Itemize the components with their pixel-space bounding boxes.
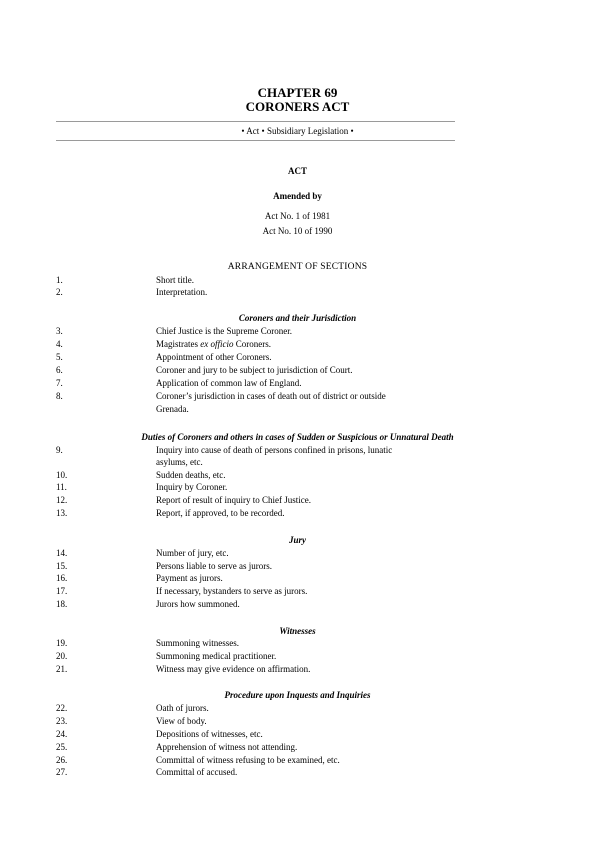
section-number: 14. <box>56 548 68 558</box>
section-link[interactable]: Magistrates ex officio Coroners. <box>156 339 271 349</box>
section-link-continued[interactable]: Grenada. <box>156 404 189 414</box>
section-link[interactable]: Report, if approved, to be recorded. <box>156 508 285 518</box>
section-link[interactable]: Inquiry by Coroner. <box>156 482 228 492</box>
section-link[interactable]: Jurors how summoned. <box>156 599 240 609</box>
section-link[interactable]: Appointment of other Coroners. <box>156 352 272 362</box>
section-number: 12. <box>56 495 68 505</box>
section-link-continued[interactable]: asylums, etc. <box>156 457 203 467</box>
group-heading: Jury <box>288 535 306 545</box>
section-link[interactable]: View of body. <box>156 716 207 726</box>
nav-bullet: • <box>241 126 245 136</box>
section-number: 4. <box>56 339 63 349</box>
amending-act: Act No. 1 of 1981 <box>264 211 331 221</box>
nav-bullet: • <box>350 126 354 136</box>
section-link[interactable]: Depositions of witnesses, etc. <box>156 729 263 739</box>
group-heading: Duties of Coroners and others in cases of Sudden or Suspicious or Unnatural Death <box>141 432 454 442</box>
group-heading: Procedure upon Inquests and Inquiries <box>224 690 371 700</box>
section-link[interactable]: Persons liable to serve as jurors. <box>156 561 272 571</box>
arrangement-title: ARRANGEMENT OF SECTIONS <box>227 262 368 272</box>
section-number: 25. <box>56 742 68 752</box>
section-number: 17. <box>56 586 68 596</box>
bottom-divider <box>56 140 455 141</box>
chapter-number: CHAPTER 69 <box>257 85 338 100</box>
section-link[interactable]: Witness may give evidence on affirmation. <box>156 664 311 674</box>
nav-bullet: • <box>261 126 265 136</box>
section-link[interactable]: Committal of witness refusing to be examined, etc. <box>156 755 340 765</box>
amended-by-heading: Amended by <box>273 191 322 201</box>
section-link[interactable]: Coroner and jury to be subject to jurisdiction of Court. <box>156 365 353 375</box>
section-link[interactable]: Chief Justice is the Supreme Coroner. <box>156 326 292 336</box>
section-link[interactable]: Interpretation. <box>156 287 208 297</box>
section-number: 20. <box>56 651 68 661</box>
section-number: 19. <box>56 638 68 648</box>
section-number: 3. <box>56 326 63 336</box>
section-link[interactable]: Application of common law of England. <box>156 378 302 388</box>
amending-act: Act No. 10 of 1990 <box>262 226 333 236</box>
section-number: 6. <box>56 365 63 375</box>
section-link[interactable]: Inquiry into cause of death of persons confined in prisons, lunatic <box>156 445 393 455</box>
section-number: 1. <box>56 275 63 285</box>
section-link[interactable]: Short title. <box>156 275 194 285</box>
act-title: CORONERS ACT <box>245 99 350 114</box>
section-link[interactable]: Sudden deaths, etc. <box>156 470 226 480</box>
group-heading: Coroners and their Jurisdiction <box>238 313 357 323</box>
section-number: 13. <box>56 508 68 518</box>
section-number: 24. <box>56 729 68 739</box>
section-link[interactable]: If necessary, bystanders to serve as jurors. <box>156 586 308 596</box>
section-link[interactable]: Number of jury, etc. <box>156 548 229 558</box>
section-number: 26. <box>56 755 68 765</box>
section-number: 27. <box>56 767 68 777</box>
nav-act-link[interactable]: Act <box>246 126 260 136</box>
section-link[interactable]: Oath of jurors. <box>156 703 209 713</box>
nav-subsidiary-legislation-link[interactable]: Subsidiary Legislation <box>266 126 349 136</box>
top-divider <box>56 121 455 122</box>
section-number: 15. <box>56 561 68 571</box>
section-number: 11. <box>56 482 67 492</box>
section-number: 5. <box>56 352 63 362</box>
section-number: 2. <box>56 287 63 297</box>
section-number: 21. <box>56 664 68 674</box>
section-number: 23. <box>56 716 68 726</box>
section-link[interactable]: Summoning witnesses. <box>156 638 240 648</box>
section-link[interactable]: Report of result of inquiry to Chief Justice. <box>156 495 311 505</box>
section-number: 8. <box>56 391 63 401</box>
section-link[interactable]: Committal of accused. <box>156 767 238 777</box>
section-number: 7. <box>56 378 63 388</box>
section-number: 18. <box>56 599 68 609</box>
document-nav <box>0 126 595 137</box>
section-number: 16. <box>56 573 68 583</box>
group-heading: Witnesses <box>279 626 316 636</box>
section-link[interactable]: Apprehension of witness not attending. <box>156 742 298 752</box>
section-link[interactable]: Summoning medical practitioner. <box>156 651 277 661</box>
section-link[interactable]: Payment as jurors. <box>156 573 223 583</box>
section-number: 22. <box>56 703 68 713</box>
act-label: ACT <box>287 166 307 176</box>
section-number: 10. <box>56 470 68 480</box>
section-link[interactable]: Coroner’s jurisdiction in cases of death out of district or outside <box>156 391 386 401</box>
section-number: 9. <box>56 445 63 455</box>
